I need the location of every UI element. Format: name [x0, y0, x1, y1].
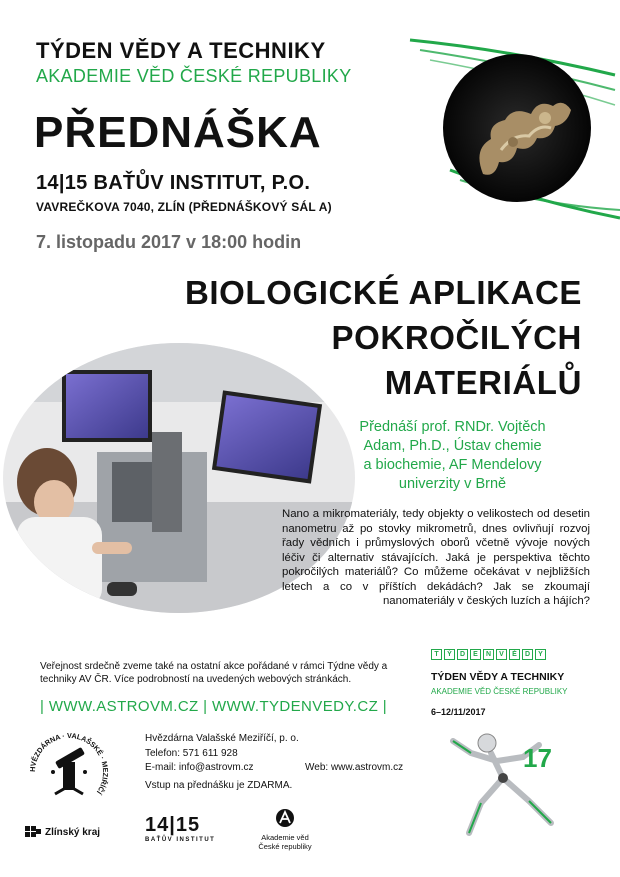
promo-letter: V [496, 649, 507, 660]
promo-poster [423, 643, 586, 848]
lecture-abstract: Nano a mikromateriály, tedy objekty o velikostech od desetin nanometru až po stovky mikrometrů, dnes ovlivňují rozvoj řady vědních i průmyslových oborů včetně vývoje nových léčiv či alternativ stávajících. Jaká je perspektiva těchto pokročilých materiálů? Co můžeme očekávat v nejbližších letech a co v příštích dekádách? Jak se zkoumají nanomateriály v českých luzích a hájích? [282, 508, 590, 607]
academy-a-icon [275, 808, 295, 828]
promo-letter: E [470, 649, 481, 660]
event-date: 7. listopadu 2017 v 18:00 hodin [36, 232, 302, 252]
promo-letter: N [483, 649, 494, 660]
speaker-line: univerzity v Brně [398, 476, 507, 492]
promo-letter: D [522, 649, 533, 660]
robot-runner-image [441, 723, 581, 845]
promo-organizer: AKADEMIE VĚD ČESKÉ REPUBLIKY [431, 687, 568, 696]
organizer-name: AKADEMIE VĚD ČESKÉ REPUBLIKY [36, 66, 352, 86]
region-squares-icon [25, 826, 41, 838]
title-line: MATERIÁLŮ [384, 364, 582, 401]
venue-name: 14|15 BAŤŮV INSTITUT, P.O. [36, 172, 311, 194]
contact-web[interactable]: Web: www.astrovm.cz [305, 762, 404, 773]
contact-phone: Telefon: 571 611 928 [145, 747, 238, 759]
promo-number: 17 [523, 743, 552, 773]
title-line: BIOLOGICKÉ APLIKACE [184, 274, 582, 311]
promo-letter: D [457, 649, 468, 660]
contact-row [145, 761, 403, 776]
promo-letter: T [431, 649, 442, 660]
promo-letter: Y [535, 649, 546, 660]
academy-line: Akademie věd [261, 833, 309, 842]
contact-org: Hvězdárna Valašské Meziříčí, p. o. [145, 733, 299, 744]
speaker-line: a biochemie, AF Mendelovy [363, 457, 542, 473]
institute-number: 14|15 [145, 814, 201, 836]
region-logo [25, 826, 100, 838]
promo-dates: 6–12/11/2017 [431, 707, 486, 717]
institute-logo [145, 814, 215, 843]
promo-title: TÝDEN VĚDY A TECHNIKY [431, 671, 565, 683]
venue-address: VAVREČKOVA 7040, ZLÍN (PŘEDNÁŠKOVÝ SÁL A) [36, 200, 332, 214]
micrograph-image [443, 54, 591, 202]
promo-letter: Ě [509, 649, 520, 660]
speaker-info [350, 418, 555, 494]
telescope-icon [25, 728, 113, 816]
speaker-line: Adam, Ph.D., Ústav chemie [363, 438, 542, 454]
contact-block [145, 732, 403, 776]
lecture-heading: PŘEDNÁŠKA [34, 108, 322, 157]
promo-letter-strip [431, 649, 546, 660]
admission-note: Vstup na přednášku je ZDARMA. [145, 780, 293, 791]
invitation-text: Veřejnost srdečně zveme také na ostatní akce pořádané v rámci Týdne vědy a techniky AV ČR. Více podrobností na uvedených webových stránkách. [40, 661, 388, 685]
event-title: TÝDEN VĚDY A TECHNIKY [36, 38, 326, 63]
title-line: POKROČILÝCH [331, 319, 582, 356]
promo-letter: Ý [444, 649, 455, 660]
website-links[interactable]: | WWW.ASTROVM.CZ | WWW.TYDENVEDY.CZ | [40, 698, 388, 715]
contact-email[interactable]: E-mail: info@astrovm.cz [145, 762, 254, 773]
academy-logo [250, 808, 320, 851]
speaker-line: Přednáší prof. RNDr. Vojtěch [359, 419, 546, 435]
region-name: Zlínský kraj [45, 826, 101, 838]
institute-name: BAŤŮV INSTITUT [145, 837, 216, 843]
observatory-ring-text: HVĚZDÁRNA · VALAŠSKÉ · MEZIŘÍČÍ [27, 730, 111, 796]
academy-line: České republiky [258, 842, 312, 851]
observatory-logo [25, 728, 113, 816]
